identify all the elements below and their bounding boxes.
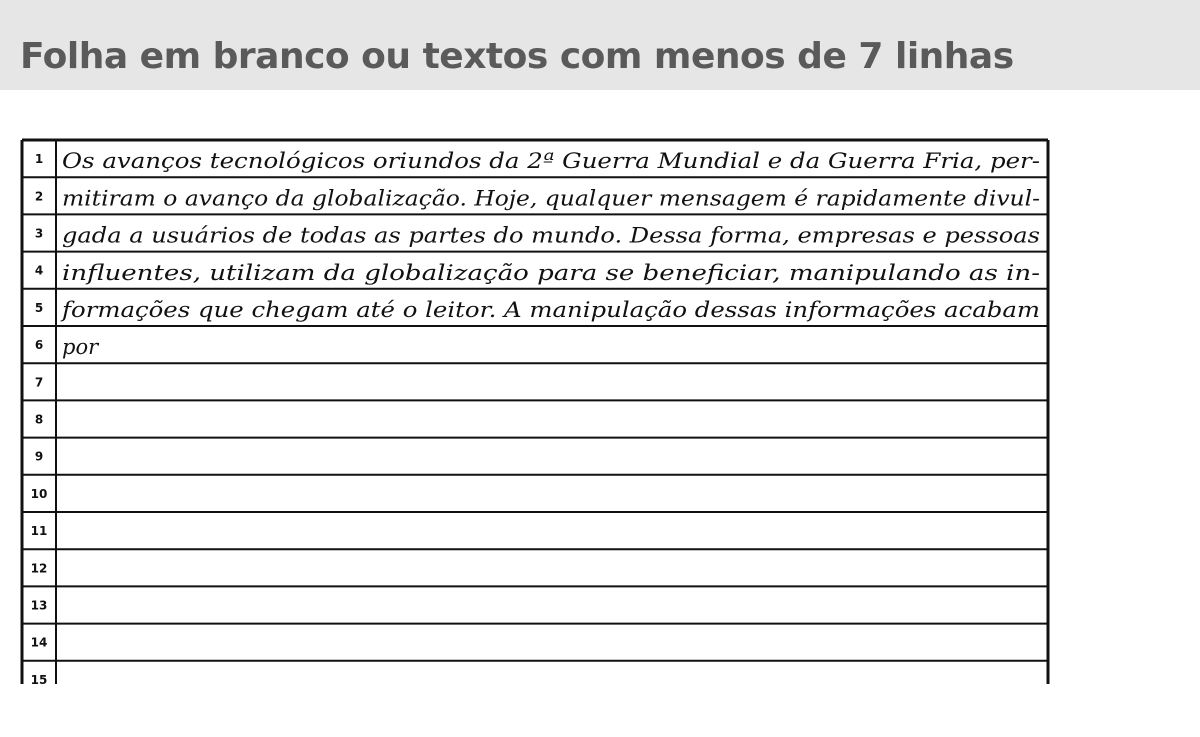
line-number: 10 xyxy=(30,486,48,501)
line-number: 1 xyxy=(34,152,44,167)
line-number-column xyxy=(31,152,48,687)
handwritten-line: influentes, utilizam da globalização para se beneficiar, manipulando as in- xyxy=(62,260,1040,285)
line-number: 4 xyxy=(34,263,44,278)
line-number: 3 xyxy=(34,226,44,241)
handwritten-line: Os avanços tecnológicos oriundos da 2ª Guerra Mundial e da Guerra Fria, per- xyxy=(62,149,1040,174)
handwritten-line: por xyxy=(62,335,99,360)
line-number: 14 xyxy=(30,635,48,650)
line-number: 5 xyxy=(34,300,44,315)
page-title: Folha em branco ou textos com menos de 7 linhas xyxy=(20,36,1014,77)
line-number: 7 xyxy=(34,375,44,390)
line-number: 9 xyxy=(34,449,44,464)
line-number: 6 xyxy=(34,338,44,353)
handwritten-line: mitiram o avanço da globalização. Hoje, qualquer mensagem é rapidamente divul- xyxy=(62,186,1040,211)
line-number: 2 xyxy=(34,189,44,204)
line-number: 13 xyxy=(30,598,48,613)
handwritten-line: gada a usuários de todas as partes do mundo. Dessa forma, empresas e pessoas xyxy=(62,223,1041,248)
line-number: 8 xyxy=(34,412,44,427)
handwritten-line: formações que chegam até o leitor. A manipulação dessas informações acabam xyxy=(59,298,1040,322)
handwritten-text xyxy=(60,149,1041,359)
line-number: 12 xyxy=(30,561,48,576)
sheet-grid xyxy=(22,140,1048,684)
line-number: 15 xyxy=(30,672,48,687)
line-number: 11 xyxy=(30,524,48,539)
